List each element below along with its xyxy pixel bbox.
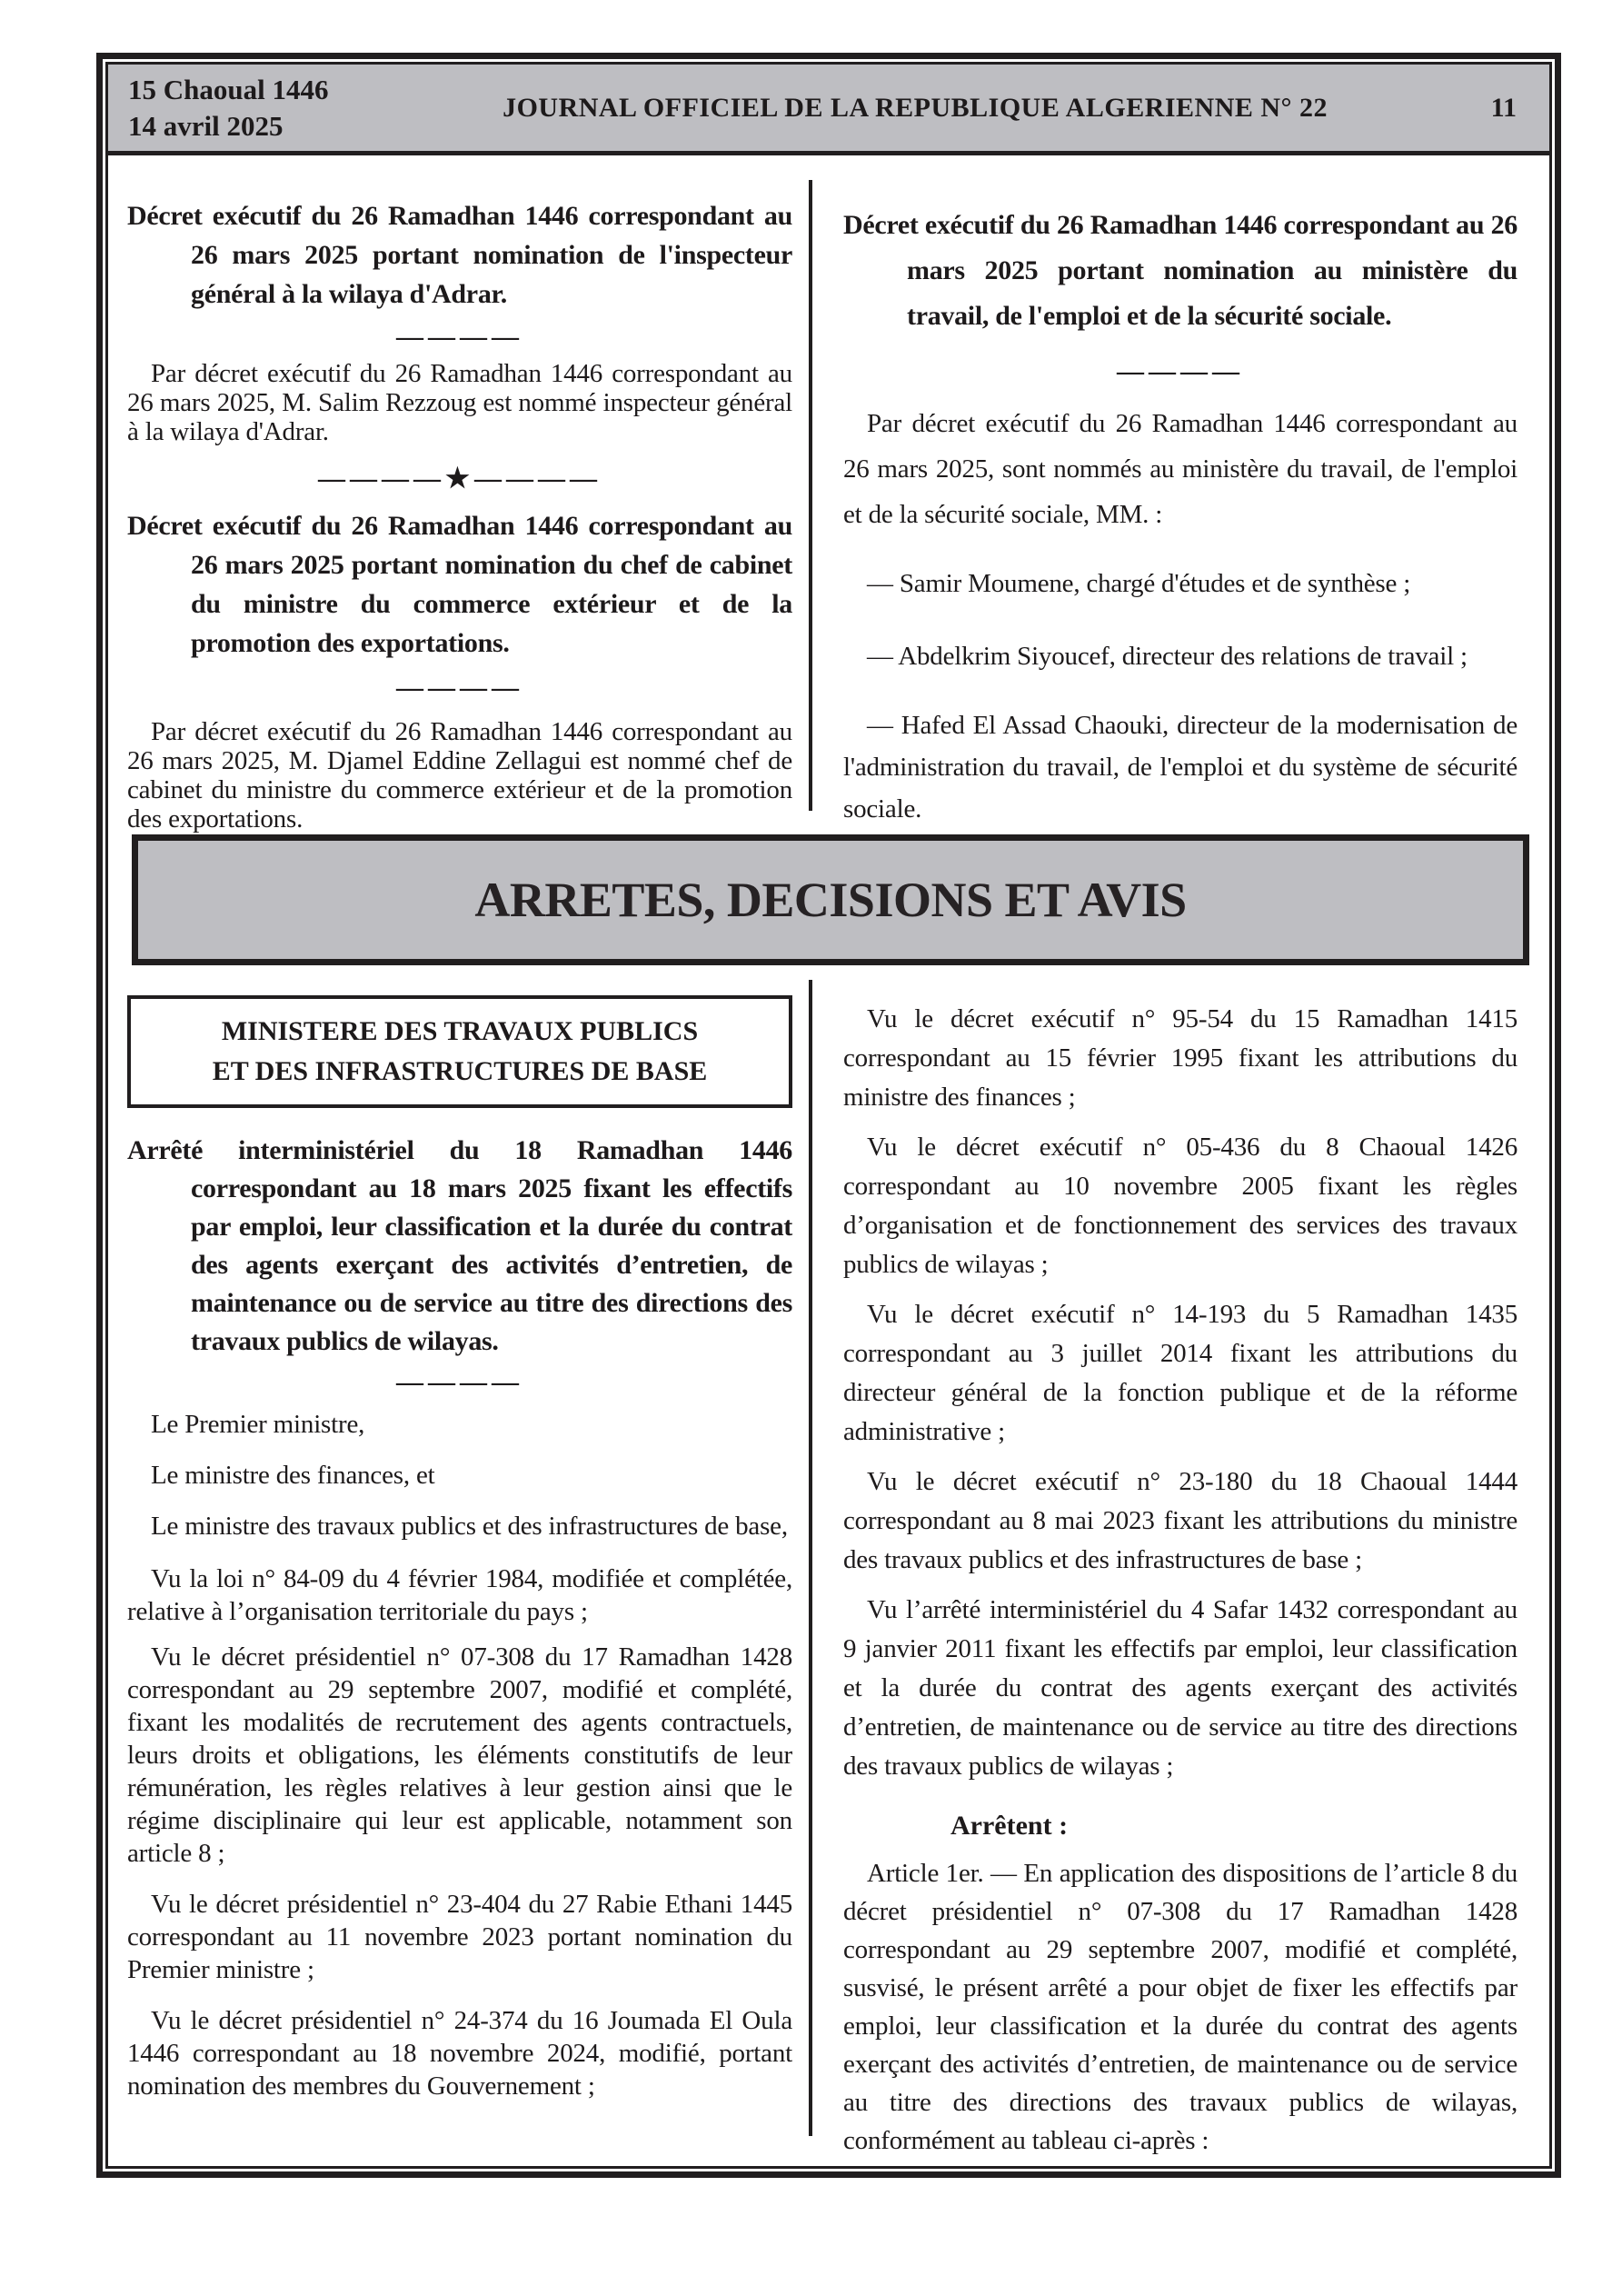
column-divider-bottom <box>809 980 812 2136</box>
visa-paragraph: Vu l’arrêté interministériel du 4 Safar 1432 correspondant au 9 janvier 2011 fixant les effectifs par emploi, leur classification et la durée du contrat des agents exerçant des activités d’entretien, de maintenance ou de service au titre des directions des travaux publics de wilayas ; <box>843 1595 1518 1781</box>
appointee-item: — Abdelkrim Siyoucef, directeur des relations de travail ; <box>867 642 1468 671</box>
appointee-item: — Hafed El Assad Chaouki, directeur de la modernisation de l'administration du travail, de l'emploi et du système de sécurité sociale. <box>843 711 1518 824</box>
page-number: 11 <box>1490 92 1517 123</box>
arretent-label: Arrêtent : <box>950 1811 1069 1841</box>
decree-intro: Par décret exécutif du 26 Ramadhan 1446 correspondant au 26 mars 2025, sont nommés au ministère du travail, de l'emploi et de la sécurité sociale, MM. : <box>843 409 1518 529</box>
header-dates <box>128 72 328 145</box>
visa-paragraph: Vu le décret présidentiel n° 24-374 du 16 Joumada El Oula 1446 correspondant au 18 novembre 2024, modifié, portant nomination des membres du Gouvernement ; <box>127 2006 792 2101</box>
visa-paragraph: Vu le décret exécutif n° 14-193 du 5 Ramadhan 1435 correspondant au 3 juillet 2014 fixant les attributions du directeur général de la fonction publique et de la réforme administrative ; <box>843 1300 1518 1446</box>
top-left-column <box>127 182 792 834</box>
visa-paragraph: Vu le décret exécutif n° 95-54 du 15 Ramadhan 1415 correspondant au 15 février 1995 fixant les attributions du ministre des finances ; <box>843 1004 1518 1112</box>
separator-dashes: ———— <box>396 322 523 352</box>
visa-paragraph: Vu le décret présidentiel n° 07-308 du 17 Ramadhan 1428 correspondant au 29 septembre 2007, modifié et complété, fixant les modalités de recrutement des agents contractuels, leurs droits et obligations, les éléments constitutifs de leur rémunération, les règles relatives à leur gestion ainsi que le régime disciplinaire qui leur est applicable, notamment son article 8 ; <box>127 1642 792 1868</box>
ministry-heading-box <box>127 995 792 1108</box>
separator-dashes: ———— <box>1117 356 1244 386</box>
decree-title: Décret exécutif du 26 Ramadhan 1446 correspondant au 26 mars 2025 portant nomination du chef de cabinet du ministre du commerce extérieur et de la promotion des exportations. <box>127 511 792 658</box>
signatory: Le ministre des finances, et <box>151 1461 435 1490</box>
arrete-title: Arrêté interministériel du 18 Ramadhan 1446 correspondant au 18 mars 2025 fixant les effectifs par emploi, leur classification et la durée du contrat des agents exerçant des activités d’entretien, de maintenance ou de service au titre des directions des travaux publics de wilayas. <box>127 1135 792 1356</box>
journal-title: JOURNAL OFFICIEL DE LA REPUBLIQUE ALGERIENNE N° 22 <box>503 92 1328 123</box>
visa-paragraph: Vu le décret présidentiel n° 23-404 du 27 Rabie Ethani 1445 correspondant au 11 novembre 2023 portant nomination du Premier ministre ; <box>127 1890 792 1984</box>
section-banner-title: ARRETES, DECISIONS ET AVIS <box>474 873 1187 927</box>
signatory: Le ministre des travaux publics et des infrastructures de base, <box>151 1512 788 1541</box>
bottom-right-column <box>843 1000 1518 2160</box>
separator-dashes: ———— <box>396 1367 523 1397</box>
decree-title: Décret exécutif du 26 Ramadhan 1446 correspondant au 26 mars 2025 portant nomination de l'inspecteur général à la wilaya d'Adrar. <box>127 201 792 309</box>
separator-dashes: ———— <box>396 673 523 703</box>
signatory: Le Premier ministre, <box>151 1410 365 1439</box>
appointee-item: — Samir Moumene, chargé d'études et de synthèse ; <box>867 569 1411 598</box>
decree-body: Par décret exécutif du 26 Ramadhan 1446 correspondant au 26 mars 2025, M. Salim Rezzoug est nommé inspecteur général à la wilaya d'Adrar. <box>127 359 792 446</box>
hijri-date: 15 Chaoual 1446 <box>128 73 329 105</box>
article-paragraph: Article 1er. — En application des dispositions de l’article 8 du décret présidentiel n° 07-308 du 17 Ramadhan 1428 correspondant au 29 septembre 2007, modifié et complété, susvisé, le présent arrêté a pour objet de fixer les effectifs par emploi, leur classification et la durée du contrat des agents exerçant des activités d’entretien, de maintenance ou de service au titre des directions des travaux publics de wilayas, conformément au tableau ci-après : <box>843 1859 1518 2155</box>
ministry-line1: MINISTERE DES TRAVAUX PUBLICS <box>221 1016 699 1046</box>
gregorian-date: 14 avril 2025 <box>128 109 284 142</box>
visa-paragraph: Vu le décret exécutif n° 23-180 du 18 Chaoual 1444 correspondant au 8 mai 2023 fixant les attributions du ministre des travaux publics et des infrastructures de base ; <box>843 1467 1518 1574</box>
column-divider-top <box>809 180 812 811</box>
visa-paragraph: Vu le décret exécutif n° 05-436 du 8 Chaoual 1426 correspondant au 10 novembre 2005 fixant les règles d’organisation et de fonctionnement des services des travaux publics de wilayas ; <box>843 1133 1518 1279</box>
separator-star: ————★———— <box>318 464 602 494</box>
bottom-left-column <box>127 995 792 2102</box>
decree-body: Par décret exécutif du 26 Ramadhan 1446 correspondant au 26 mars 2025, M. Djamel Eddine Zellagui est nommé chef de cabinet du ministre du commerce extérieur et de la promotion des exportations. <box>127 717 792 834</box>
top-right-column <box>843 186 1518 830</box>
decree-title: Décret exécutif du 26 Ramadhan 1446 correspondant au 26 mars 2025 portant nomination au ministère du travail, de l'emploi et de la sécurité sociale. <box>843 210 1518 331</box>
visa-paragraph: Vu la loi n° 84-09 du 4 février 1984, modifiée et complétée, relative à l’organisation territoriale du pays ; <box>127 1564 792 1626</box>
header-band <box>108 65 1549 155</box>
ministry-line2: ET DES INFRASTRUCTURES DE BASE <box>212 1056 708 1086</box>
section-banner <box>132 834 1529 965</box>
